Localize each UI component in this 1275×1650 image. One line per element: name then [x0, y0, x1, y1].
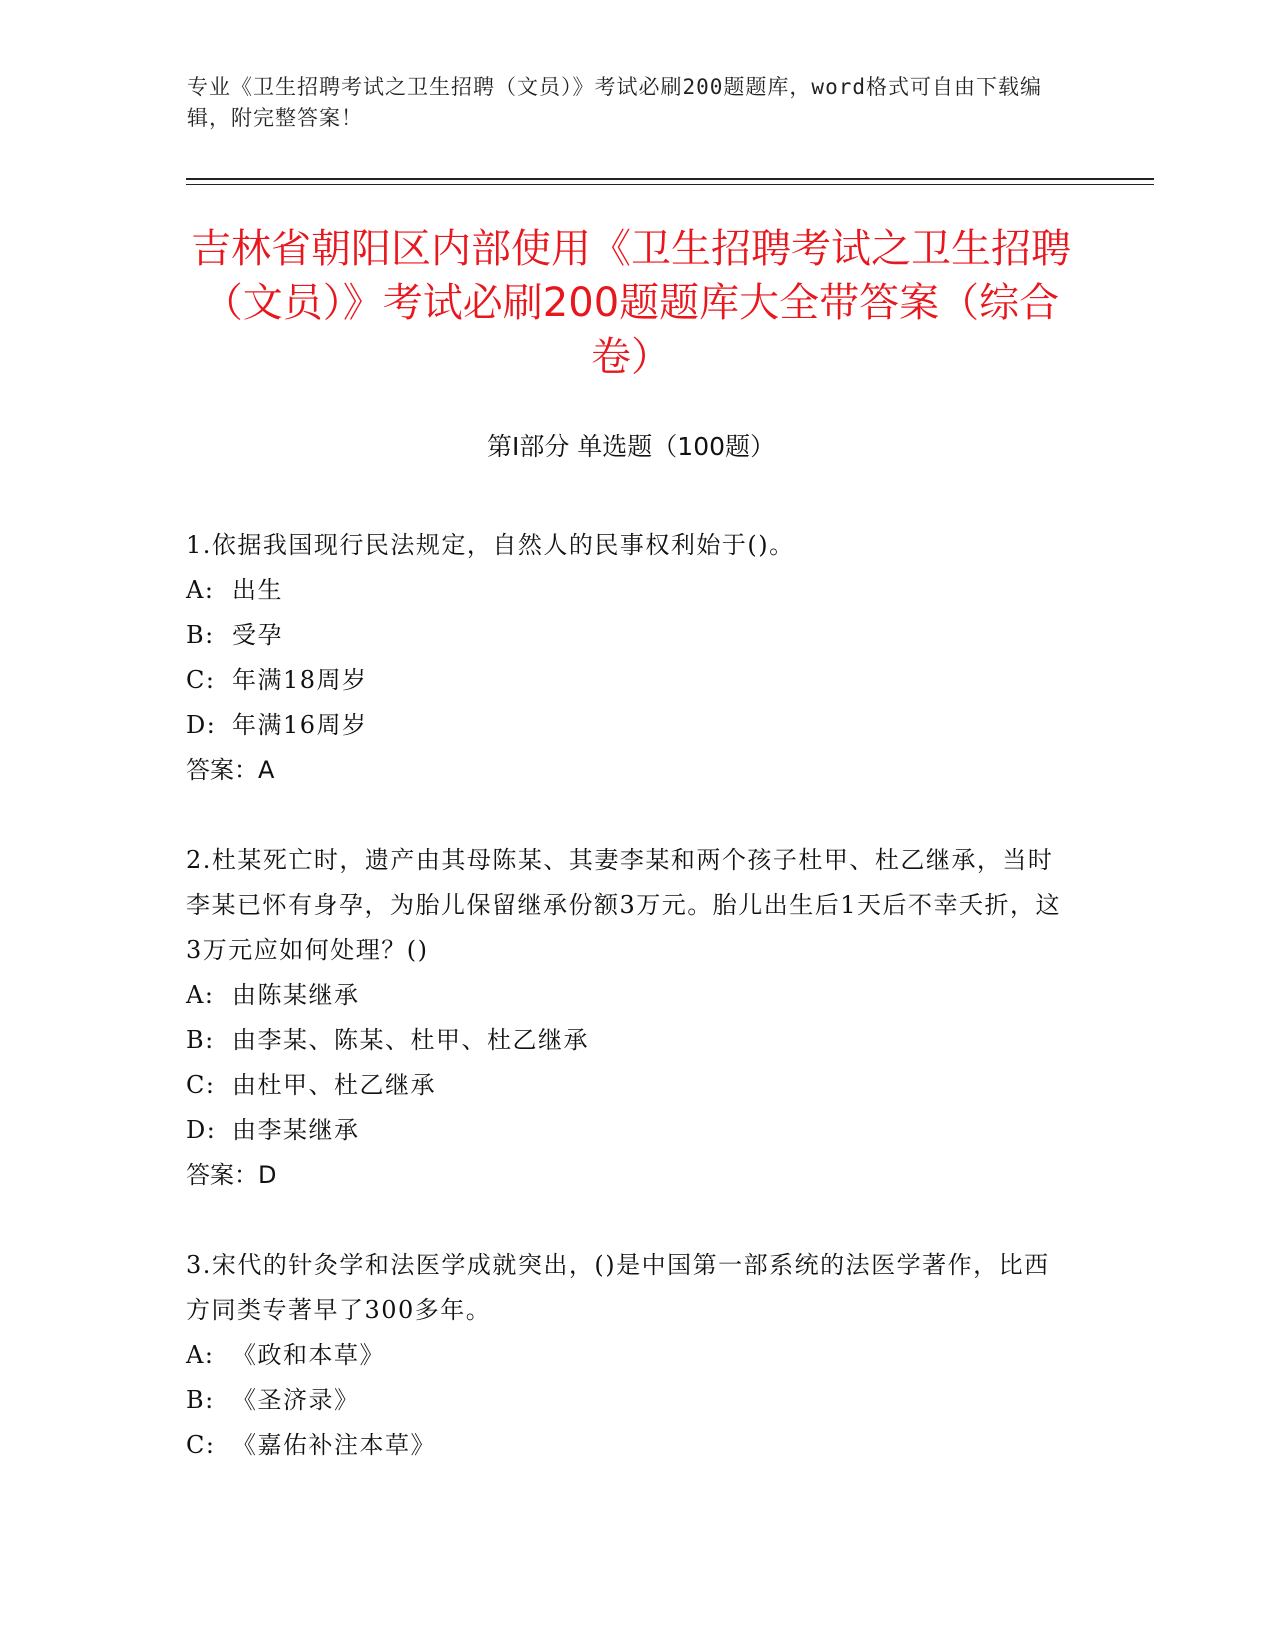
option-a	[186, 568, 1066, 613]
option-b	[186, 1378, 1066, 1423]
header-rule-thin	[186, 184, 1154, 185]
option-text: 由李某、陈某、杜甲、杜乙继承	[232, 1026, 589, 1054]
option-c	[186, 1063, 1066, 1108]
option-letter: A:	[186, 576, 215, 604]
header-rule-thick	[186, 178, 1154, 180]
option-text: 年满16周岁	[232, 711, 368, 739]
option-text: 出生	[232, 576, 283, 604]
option-text: 由李某继承	[232, 1116, 360, 1144]
option-text: 《政和本草》	[232, 1341, 385, 1369]
option-letter: C:	[186, 666, 216, 694]
question-stem: 2.杜某死亡时，遗产由其母陈某、其妻李某和两个孩子杜甲、杜乙继承，当时李某已怀有身孕，为胎儿保留继承份额3万元。胎儿出生后1天后不幸夭折，这3万元应如何处理？()	[186, 846, 1062, 964]
question-3	[186, 1243, 1066, 1468]
option-letter: B:	[186, 1026, 215, 1054]
option-text: 由杜甲、杜乙继承	[232, 1071, 436, 1099]
option-text: 《圣济录》	[232, 1386, 360, 1414]
question-stem: 1.依据我国现行民法规定，自然人的民事权利始于()。	[186, 531, 795, 559]
option-letter: A:	[186, 1341, 215, 1369]
question-stem: 3.宋代的针灸学和法医学成就突出，()是中国第一部系统的法医学著作，比西方同类专著早了300多年。	[186, 1251, 1050, 1324]
header-note: 专业《卫生招聘考试之卫生招聘（文员）》考试必刷200题题库，word格式可自由下载编辑，附完整答案！	[187, 75, 1042, 130]
option-a	[186, 973, 1066, 1018]
question-list	[186, 523, 1066, 1513]
option-d	[186, 1108, 1066, 1153]
section-heading: 第I部分 单选题（100题）	[486, 432, 776, 461]
answer-line: 答案：A	[186, 756, 275, 784]
option-text: 由陈某继承	[232, 981, 360, 1009]
option-text: 《嘉佑补注本草》	[232, 1431, 436, 1459]
question-1	[186, 523, 1066, 793]
option-letter: C:	[186, 1431, 216, 1459]
option-a	[186, 1333, 1066, 1378]
option-letter: C:	[186, 1071, 216, 1099]
option-b	[186, 613, 1066, 658]
option-text: 受孕	[232, 621, 283, 649]
option-letter: B:	[186, 621, 215, 649]
option-b	[186, 1018, 1066, 1063]
option-letter: A:	[186, 981, 215, 1009]
answer-line: 答案：D	[186, 1161, 277, 1189]
option-letter: B:	[186, 1386, 215, 1414]
option-letter: D:	[186, 711, 217, 739]
option-letter: D:	[186, 1116, 217, 1144]
option-d	[186, 703, 1066, 748]
option-c	[186, 1423, 1066, 1468]
document-title: 吉林省朝阳区内部使用《卫生招聘考试之卫生招聘（文员）》考试必刷200题题库大全带答案（综合卷）	[191, 226, 1071, 380]
option-c	[186, 658, 1066, 703]
option-text: 年满18周岁	[232, 666, 368, 694]
question-2	[186, 838, 1066, 1198]
